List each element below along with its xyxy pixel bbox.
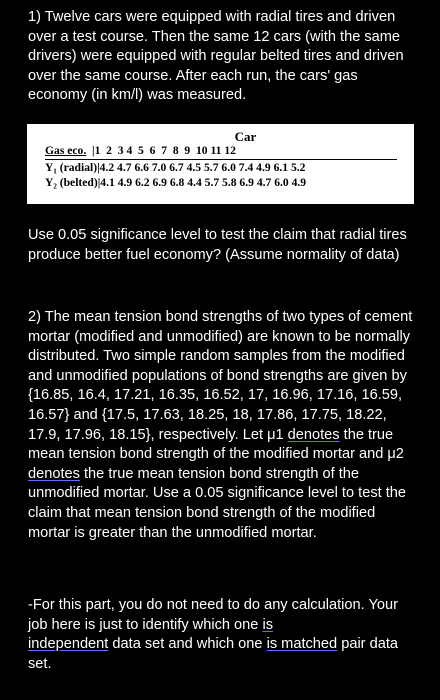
gas-economy-table <box>27 124 414 204</box>
q2-denotes-link-2: denotes <box>28 465 80 482</box>
question-1-instruction: Use 0.05 significance level to test the claim that radial tires produce better fuel economy? (Assume normality of data) <box>28 227 407 263</box>
q3-is-link: is <box>262 616 273 633</box>
q2-denotes-link-1: denotes <box>287 426 340 443</box>
q2-part-c: the true mean tension bond strength of the unmodified mortar. Use a 0.05 significance level to test the claim that mean tension bond strength of the modified mortar is greater than the unmodified mortar. <box>28 465 407 541</box>
q2-part-b: the true mean tension bond strength of the modified mortar and μ2 <box>28 426 404 463</box>
question-1-text: 1) Twelve cars were equipped with radial tires and driven over a test course. Then the same 12 cars (with the same drivers) were equipped with regular belted tires and driven over the same course. After each run, the cars' gas economy (in km/l) was measured. <box>28 9 404 104</box>
table-rule <box>45 159 397 160</box>
q2-part-a: 2) The mean tension bond strengths of two types of cement mortar (modified and unmodified) are known to be normally distributed. Two simple random samples from the modified and unmodified populations of bond strengths are given by {16.85, 16.4, 17.21, 16.35, 16.52, 17, 16.96, 17.16, 16.59, 16.57} and {17.5, 17.63, 18.25, 18, 17.86, 17.75, 18.22, 17.9, 17.96, 18.15}, respectively. Let μ1 <box>28 309 413 443</box>
question-2-text <box>28 308 420 543</box>
q3-part-a: -For this part, you do not need to do any calculation. Your job here is just to identify which one <box>28 597 398 633</box>
q3-part-b: data set and which one <box>108 636 267 653</box>
table-header-label: Gas eco. <box>45 144 87 157</box>
q3-is-matched-link: is matched <box>266 636 338 653</box>
table-header-columns: |1 2 3 4 5 6 7 8 9 10 11 12 <box>92 144 236 157</box>
q3-part-c: pair data set. <box>28 636 399 672</box>
question-3-text <box>28 596 420 674</box>
table-row-belted <box>45 176 306 190</box>
table-caption: Car <box>234 129 257 144</box>
table-row-radial <box>45 161 305 175</box>
row-radial-values: |4.2 4.7 6.6 7.0 6.7 4.5 5.7 6.0 7.4 4.9 6.1 5.2 <box>97 161 306 174</box>
q3-independent-link: independent <box>28 636 109 653</box>
row-radial-label: Y₁ (radial) <box>45 161 98 174</box>
table-header-row <box>45 144 236 158</box>
row-belted-values: |4.1 4.9 6.2 6.9 6.8 4.4 5.7 5.8 6.9 4.7 6.0 4.9 <box>97 176 307 189</box>
row-belted-label: Y₂ (belted) <box>45 176 98 189</box>
